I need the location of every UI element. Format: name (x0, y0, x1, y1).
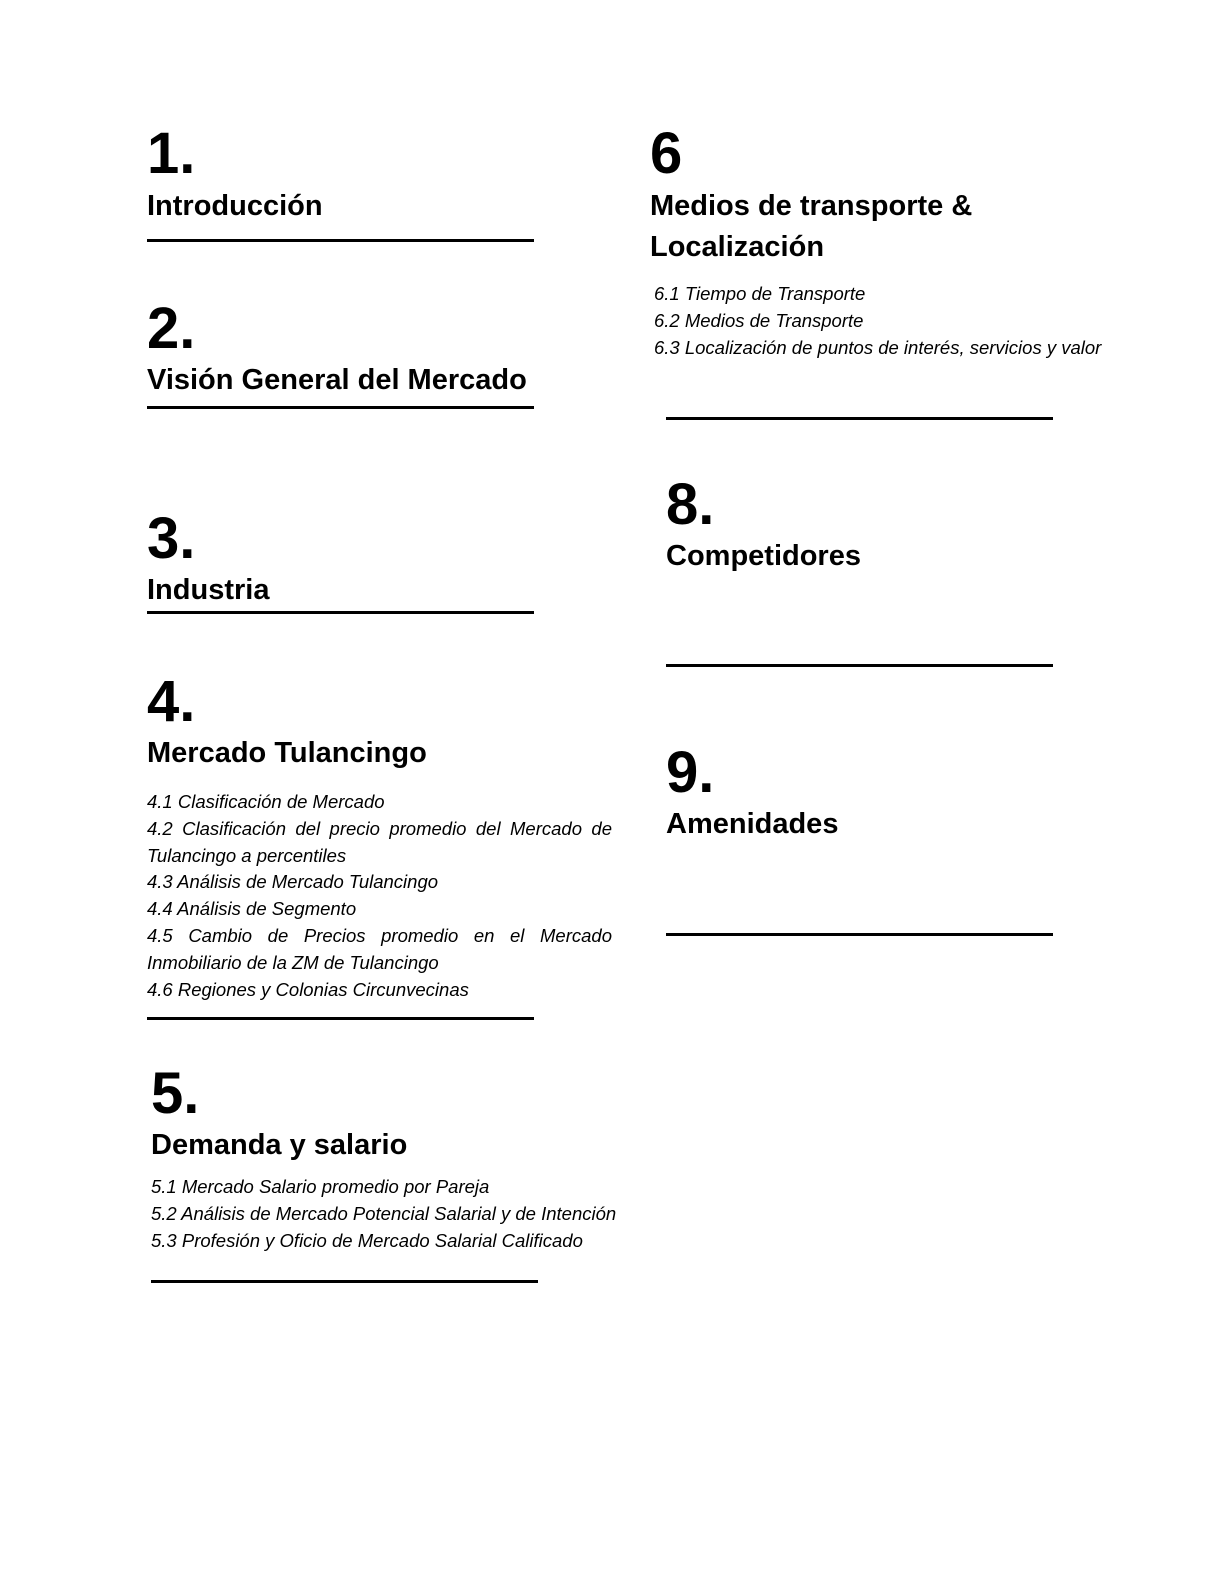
section-divider (147, 406, 534, 409)
section-divider (666, 933, 1053, 936)
section-title: Mercado Tulancingo (147, 737, 427, 769)
subsection-item: 4.6 Regiones y Colonias Circunvecinas (147, 978, 469, 1000)
section-divider (666, 664, 1053, 667)
subsection-item: 4.3 Análisis de Mercado Tulancingo (147, 871, 439, 893)
section-number: 6 (650, 121, 683, 186)
section-divider (147, 611, 534, 614)
subsection-item: 6.3 Localización de puntos de interés, servicios y valor (654, 336, 1102, 358)
subsection-item: 4.5 Cambio de Precios promedio en el Mercado Inmobiliario de la ZM de Tulancingo (147, 924, 612, 973)
subsection-item: 6.1 Tiempo de Transporte (654, 283, 866, 304)
subsection-item: 4.2 Clasificación del precio promedio del Mercado de Tulancingo a percentiles (147, 817, 612, 866)
section-title: Amenidades (666, 808, 839, 840)
subsection-item: 5.2 Análisis de Mercado Potencial Salarial y de Intención (151, 1202, 617, 1224)
section-title: Demanda y salario (151, 1129, 408, 1161)
section-divider (147, 1017, 534, 1020)
section-number: 1. (147, 121, 196, 186)
subsection-list (147, 789, 612, 1003)
section-divider (147, 239, 534, 242)
section-title: Medios de transporte & (650, 190, 973, 222)
section-number: 9. (666, 740, 715, 805)
section-number: 8. (666, 472, 715, 537)
section-title: Visión General del Mercado (147, 364, 527, 396)
section-divider (151, 1280, 538, 1283)
section-title-line2: Localización (650, 231, 825, 263)
subsection-item: 6.2 Medios de Transporte (654, 309, 864, 331)
subsection-item: 4.1 Clasificación de Mercado (147, 791, 385, 812)
section-number: 2. (147, 296, 196, 361)
section-number: 3. (147, 506, 196, 571)
section-divider (666, 417, 1053, 420)
section-title: Industria (147, 574, 270, 606)
subsection-list (151, 1174, 671, 1254)
section-title: Introducción (147, 190, 323, 222)
subsection-item: 4.4 Análisis de Segmento (147, 898, 357, 920)
subsection-list (654, 281, 1119, 361)
section-title: Competidores (666, 540, 861, 572)
section-number: 5. (151, 1061, 200, 1126)
subsection-item: 5.1 Mercado Salario promedio por Pareja (151, 1176, 490, 1197)
section-number: 4. (147, 669, 196, 734)
subsection-item: 5.3 Profesión y Oficio de Mercado Salarial Calificado (151, 1229, 583, 1251)
